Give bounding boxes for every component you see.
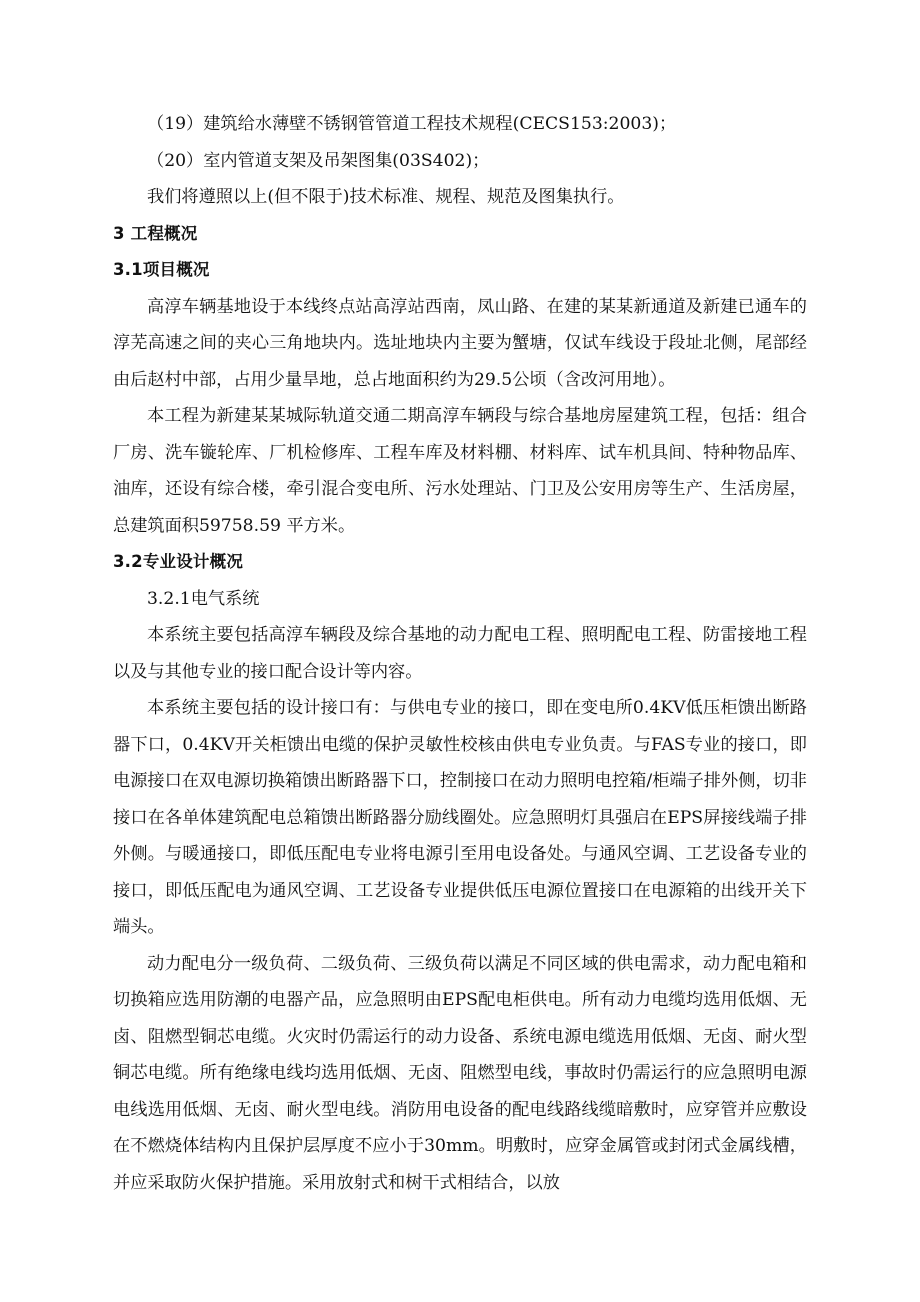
document-body [113,106,807,1201]
section-heading-3-2: 3.2专业设计概况 [113,552,244,571]
standard-item-19: （19）建筑给水薄壁不锈钢管管道工程技术规程(CECS153:2003)； [147,114,677,134]
section-heading-3: 3 工程概况 [113,223,198,243]
standard-item-20: （20）室内管道支架及吊架图集(03S402)； [147,150,490,171]
subsection-heading-3-2-1: 3.2.1电气系统 [147,588,260,609]
project-location-paragraph: 高淳车辆基地设于本线终点站高淳站西南，凤山路、在建的某某新通道及新建已通车的淳芜高速之间的夹心三角地块内。选址地块内主要为蟹塘，仅试车线设于段址北侧，尾部经由后赵村中部，占用少量旱地，总占地面积约为29.5公顷（含改河用地）。 [113,296,807,390]
power-distribution-paragraph: 动力配电分一级负荷、二级负荷、三级负荷以满足不同区域的供电需求，动力配电箱和切换箱应选用防潮的电器产品，应急照明由EPS配电柜供电。所有动力电缆均选用低烟、无卤、阻燃型铜芯电缆。火灾时仍需运行的动力设备、系统电源电缆选用低烟、无卤、耐火型铜芯电缆。所有绝缘电线均选用低烟、无卤、阻燃型电线，事故时仍需运行的应急照明电源电线选用低烟、无卤、耐火型电线。消防用电设备的配电线路线缆暗敷时，应穿管并应敷设在不燃烧体结构内且保护层厚度不应小于30mm。明敷时，应穿金属管或封闭式金属线槽，并应采取防火保护措施。采用放射式和树干式相结合，以放 [113,953,807,1193]
electrical-scope-paragraph: 本系统主要包括高淳车辆段及综合基地的动力配电工程、照明配电工程、防雷接地工程以及与其他专业的接口配合设计等内容。 [113,625,807,682]
project-scope-paragraph: 本工程为新建某某城际轨道交通二期高淳车辆段与综合基地房屋建筑工程，包括：组合厂房、洗车镟轮库、厂机检修库、工程车库及材料棚、材料库、试车机具间、特种物品库、油库，还设有综合楼，牵引混合变电所、污水处理站、门卫及公安用房等生产、生活房屋，总建筑面积59758.59 平方米。 [113,406,807,536]
section-heading-3-1: 3.1项目概况 [113,260,210,279]
standards-conclusion: 我们将遵照以上(但不限于)技术标准、规程、规范及图集执行。 [147,187,625,207]
electrical-interface-paragraph: 本系统主要包括的设计接口有：与供电专业的接口，即在变电所0.4KV低压柜馈出断路器下口，0.4KV开关柜馈出电缆的保护灵敏性校核由供电专业负责。与FAS专业的接口，即电源接口在双电源切换箱馈出断路器下口，控制接口在动力照明电控箱/柜端子排外侧，切非接口在各单体建筑配电总箱馈出断路器分励线圈处。应急照明灯具强启在EPS屏接线端子排外侧。与暖通接口，即低压配电专业将电源引至用电设备处。与通风空调、工艺设备专业的接口，即低压配电为通风空调、工艺设备专业提供低压电源位置接口在电源箱的出线开关下端头。 [113,698,807,937]
